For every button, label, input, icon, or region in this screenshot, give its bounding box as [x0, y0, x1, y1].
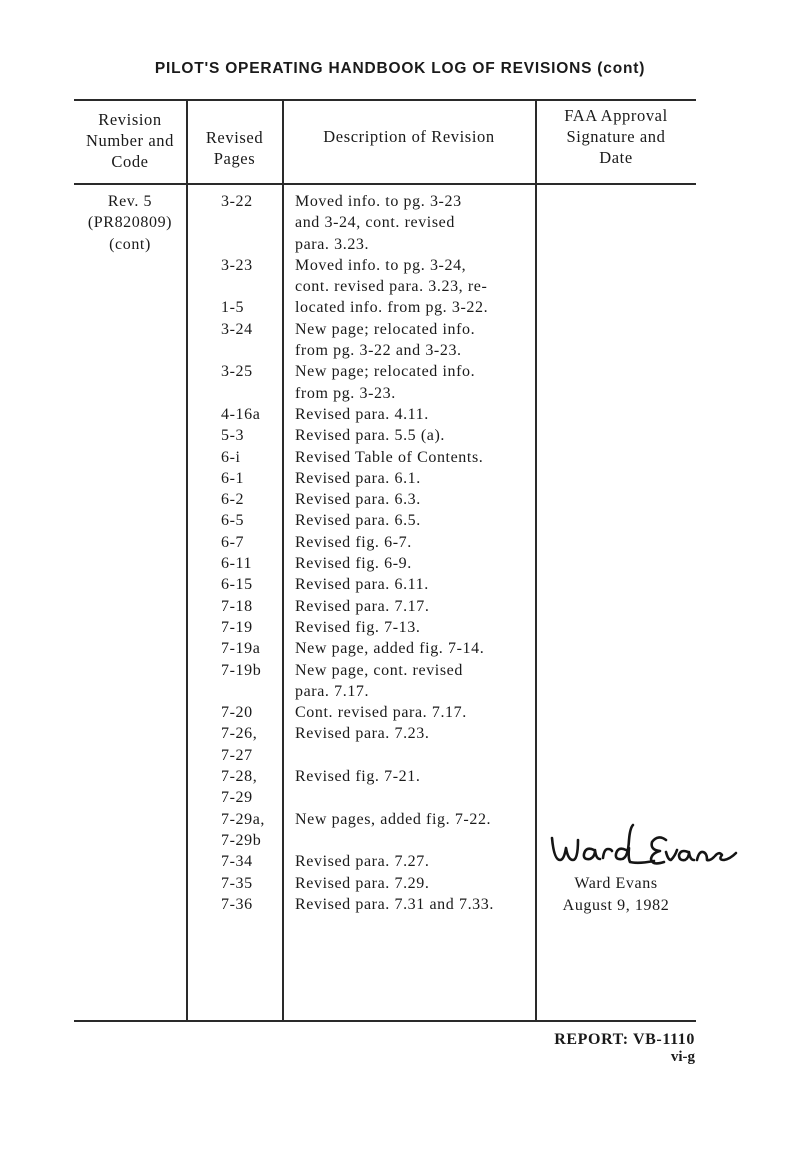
page-title: PILOT'S OPERATING HANDBOOK LOG OF REVISIONS (cont) — [154, 60, 646, 77]
description-line: Revised para. 7.17. — [295, 597, 430, 615]
description-line: New page; relocated info. — [295, 363, 476, 381]
revised-page: 6-5 — [221, 512, 245, 530]
description-line: Revised para. 4.11. — [295, 405, 429, 423]
description-line: New page, cont. revised — [295, 661, 463, 679]
revised-page: 7-27 — [221, 746, 253, 764]
table-bottom-rule — [74, 1020, 696, 1022]
description-line: Revised para. 7.29. — [295, 874, 430, 892]
description-line: Revised para. 7.31 and 7.33. — [295, 895, 494, 913]
revised-page: 7-28, — [221, 768, 258, 786]
description-line: located info. from pg. 3-22. — [295, 299, 489, 317]
revised-page: 7-26, — [221, 725, 258, 743]
description-line: New page, added fig. 7-14. — [295, 640, 485, 658]
description-line: Revised Table of Contents. — [295, 448, 484, 466]
description-line: Revised para. 6.5. — [295, 512, 421, 530]
revised-page: 6-15 — [221, 576, 253, 594]
description-line: from pg. 3-23. — [295, 384, 396, 402]
description-spacer — [295, 745, 535, 766]
approval-date: August 9, 1982 — [562, 896, 670, 914]
header-revised-pages: Revised Pages — [205, 128, 264, 168]
revised-page: 7-35 — [221, 874, 253, 892]
revised-page: 7-29b — [221, 831, 262, 849]
description-line: Revised fig. 7-21. — [295, 768, 421, 786]
revision-code: Rev. 5 (PR820809) (cont) — [87, 193, 173, 253]
description-spacer — [295, 830, 535, 851]
description-list — [295, 191, 535, 915]
revised-page: 7-19a — [221, 640, 261, 658]
revised-page: 6-2 — [221, 491, 245, 509]
revised-page: 3-24 — [221, 320, 253, 338]
description-line: from pg. 3-22 and 3-23. — [295, 342, 462, 360]
signature-image — [548, 820, 740, 876]
revised-page: 6-i — [221, 448, 241, 466]
revised-page-spacer — [221, 340, 283, 361]
description-line: Revised para. 6.11. — [295, 576, 429, 594]
header-faa-approval: FAA Approval Signature and Date — [564, 106, 668, 167]
revised-page: 7-18 — [221, 597, 253, 615]
revised-page: 7-29a, — [221, 810, 266, 828]
table-top-rule — [74, 99, 696, 101]
description-line: Revised fig. 7-13. — [295, 618, 421, 636]
description-line: Revised para. 6.3. — [295, 491, 421, 509]
revised-page-spacer — [221, 234, 283, 255]
description-line: Revised para. 7.27. — [295, 853, 430, 871]
revised-page: 7-20 — [221, 704, 253, 722]
revised-page: 7-19b — [221, 661, 262, 679]
description-line: Moved info. to pg. 3-24, — [295, 256, 467, 274]
header-revision-number: Revision Number and Code — [85, 110, 175, 171]
description-line: New pages, added fig. 7-22. — [295, 810, 492, 828]
revised-page-spacer — [221, 383, 283, 404]
header-bottom-rule — [74, 183, 696, 185]
revised-page: 4-16a — [221, 405, 261, 423]
approval-block — [536, 873, 696, 916]
revised-page: 6-7 — [221, 533, 245, 551]
revised-page-spacer — [221, 276, 283, 297]
description-line: Moved info. to pg. 3-23 — [295, 193, 462, 210]
header-description: Description of Revision — [323, 127, 495, 146]
revised-page: 3-25 — [221, 363, 253, 381]
description-line: Revised para. 6.1. — [295, 469, 421, 487]
description-line: para. 3.23. — [295, 235, 370, 253]
revised-page: 3-23 — [221, 256, 253, 274]
revised-page: 7-19 — [221, 618, 253, 636]
revised-page: 7-36 — [221, 895, 253, 913]
report-number: REPORT: VB-1110 — [554, 1031, 695, 1048]
column-divider-1 — [186, 99, 188, 1021]
description-line: Revised para. 7.23. — [295, 725, 430, 743]
description-line: Cont. revised para. 7.17. — [295, 704, 467, 722]
description-line: para. 7.17. — [295, 682, 370, 700]
description-line: Revised para. 5.5 (a). — [295, 427, 446, 445]
revised-page: 6-11 — [221, 555, 253, 573]
footer — [554, 1031, 695, 1066]
description-line: Revised fig. 6-7. — [295, 533, 412, 551]
revised-page: 7-29 — [221, 789, 253, 807]
description-line: and 3-24, cont. revised — [295, 214, 455, 232]
revised-page: 1-5 — [221, 299, 245, 317]
description-line: New page; relocated info. — [295, 320, 476, 338]
revised-page-spacer — [221, 212, 283, 233]
description-spacer — [295, 787, 535, 808]
page-number: vi-g — [670, 1049, 695, 1065]
revised-page: 6-1 — [221, 469, 245, 487]
revised-page-spacer — [221, 681, 283, 702]
description-line: Revised fig. 6-9. — [295, 555, 412, 573]
description-line: cont. revised para. 3.23, re- — [295, 278, 488, 296]
approver-name: Ward Evans — [574, 875, 658, 892]
revised-pages-list — [221, 191, 283, 915]
revised-page: 7-34 — [221, 853, 253, 871]
revised-page: 5-3 — [221, 427, 245, 445]
revised-page: 3-22 — [221, 193, 253, 210]
